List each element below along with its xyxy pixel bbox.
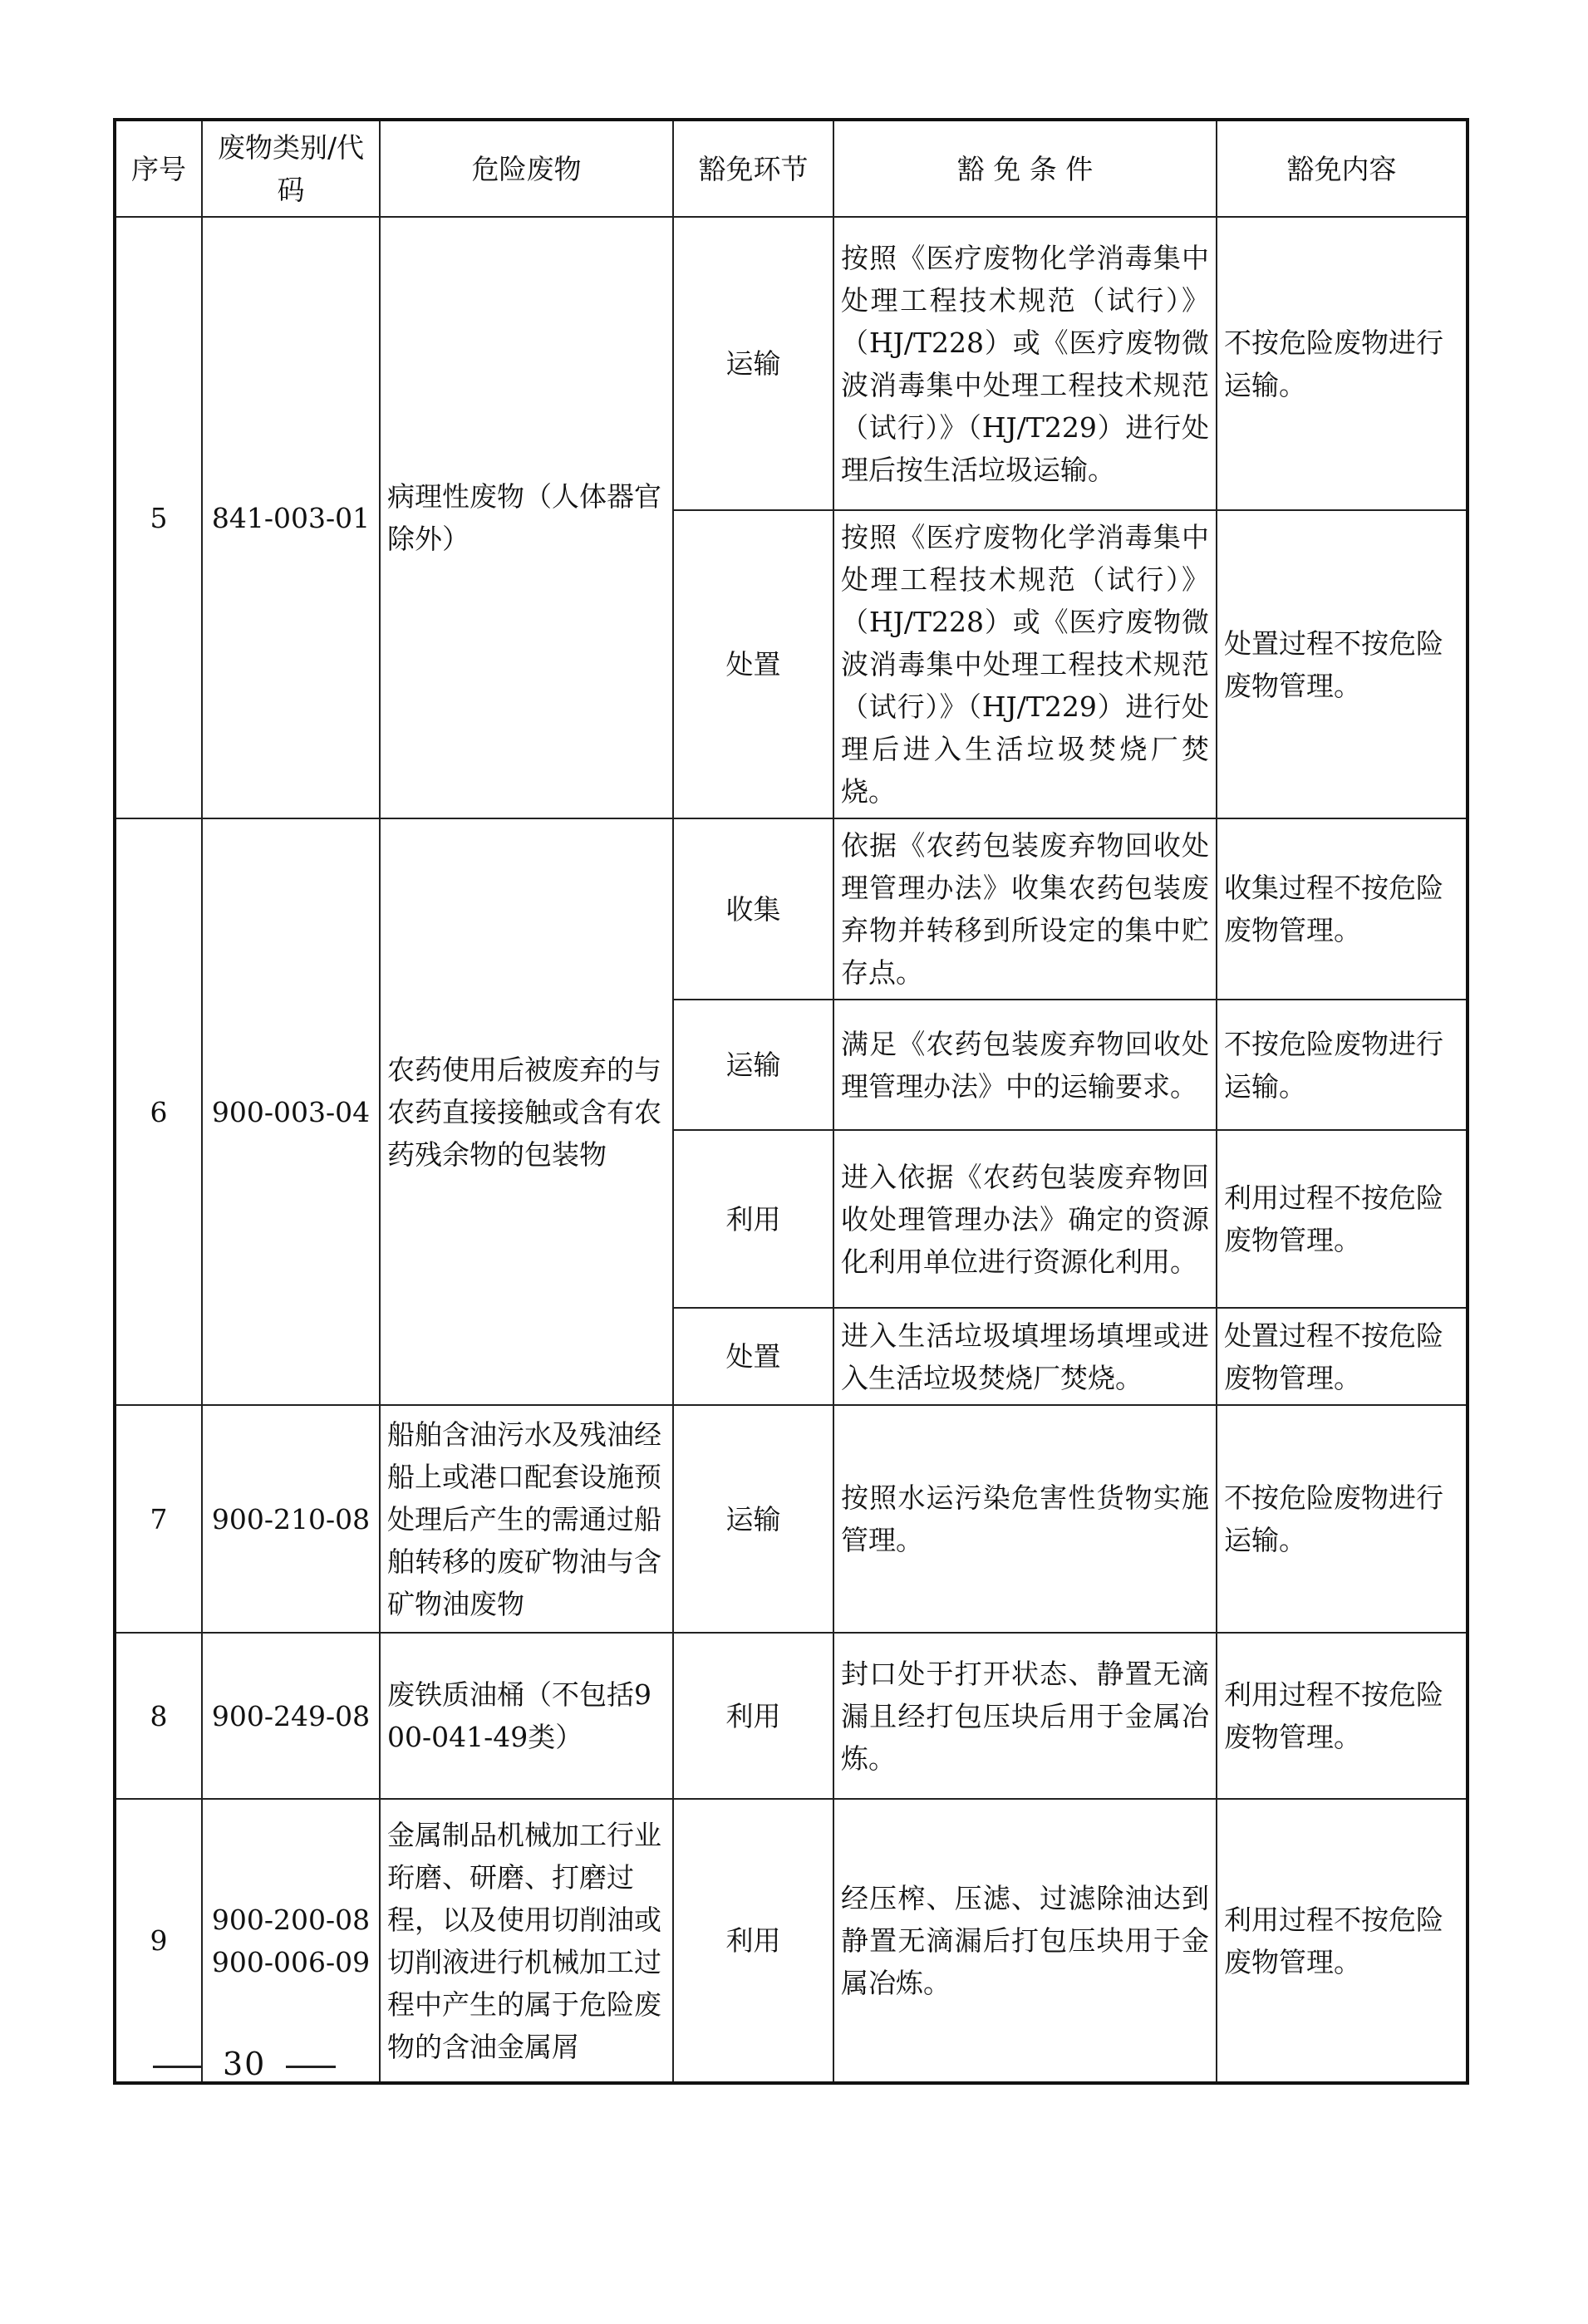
row-content: 利用过程不按危险废物管理。: [1217, 1130, 1468, 1308]
row-code: [202, 1799, 380, 2083]
header-content: 豁免内容: [1217, 120, 1468, 217]
table-row: [115, 1405, 1468, 1633]
row-waste: 金属制品机械加工行业珩磨、研磨、打磨过程，以及使用切削油或切削液进行机械加工过程中产生的属于危险废物的含油金属屑: [380, 1799, 673, 2083]
row-condition: 满足《农药包装废弃物回收处理管理办法》中的运输要求。: [833, 1000, 1217, 1130]
row-stage: 运输: [673, 1000, 833, 1130]
row-waste: 船舶含油污水及残油经船上或港口配套设施预处理后产生的需通过船舶转移的废矿物油与含矿物油废物: [380, 1405, 673, 1633]
row-condition: 封口处于打开状态、静置无滴漏且经打包压块后用于金属冶炼。: [833, 1633, 1217, 1799]
table-header-row: [115, 120, 1468, 217]
row-no: 6: [115, 818, 202, 1405]
row-stage: 运输: [673, 1405, 833, 1633]
row-condition: 进入生活垃圾填埋场填埋或进入生活垃圾焚烧厂焚烧。: [833, 1308, 1217, 1405]
header-condition: 豁 免 条 件: [833, 120, 1217, 217]
row-stage: 利用: [673, 1633, 833, 1799]
row-stage: 利用: [673, 1799, 833, 2083]
table-row: [115, 217, 1468, 510]
row-no: 9: [115, 1799, 202, 2083]
row-waste: 农药使用后被废弃的与农药直接接触或含有农药残余物的包装物: [380, 818, 673, 1405]
row-stage: 运输: [673, 217, 833, 510]
row-content: 不按危险废物进行运输。: [1217, 1405, 1468, 1633]
row-content: 利用过程不按危险废物管理。: [1217, 1799, 1468, 2083]
page-number-text: 30: [223, 2046, 267, 2082]
table-row: [115, 1799, 1468, 2083]
row-code: 900-003-04: [202, 818, 380, 1405]
header-stage: 豁免环节: [673, 120, 833, 217]
row-code-line: 900-006-09: [211, 1945, 371, 1978]
row-condition: 进入依据《农药包装废弃物回收处理管理办法》确定的资源化利用单位进行资源化利用。: [833, 1130, 1217, 1308]
row-stage: 处置: [673, 1308, 833, 1405]
page-number: [133, 2046, 356, 2082]
row-condition: 按照水运污染危害性货物实施管理。: [833, 1405, 1217, 1633]
row-waste: 病理性废物（人体器官除外）: [380, 217, 673, 818]
row-no: 8: [115, 1633, 202, 1799]
row-stage: 利用: [673, 1130, 833, 1308]
row-content: 不按危险废物进行运输。: [1217, 1000, 1468, 1130]
header-code: 废物类别/代码: [202, 120, 380, 217]
row-condition: 依据《农药包装废弃物回收处理管理办法》收集农药包装废弃物并转移到所设定的集中贮存点。: [833, 818, 1217, 1000]
table-row: [115, 1633, 1468, 1799]
dash-left: [153, 2066, 203, 2068]
row-content: 处置过程不按危险废物管理。: [1217, 510, 1468, 818]
row-no: 7: [115, 1405, 202, 1633]
row-condition: 经压榨、压滤、过滤除油达到静置无滴漏后打包压块用于金属冶炼。: [833, 1799, 1217, 2083]
header-waste: 危险废物: [380, 120, 673, 217]
table-row: [115, 818, 1468, 1000]
row-stage: 收集: [673, 818, 833, 1000]
row-code-line: 900-200-08: [211, 1903, 371, 1936]
row-stage: 处置: [673, 510, 833, 818]
dash-right: [286, 2066, 336, 2068]
exemption-table: [113, 118, 1469, 2085]
row-condition: 按照《医疗废物化学消毒集中处理工程技术规范（试行）》（HJ/T228）或《医疗废物微波消毒集中处理工程技术规范（试行）》（HJ/T229）进行处理后进入生活垃圾焚烧厂焚烧。: [833, 510, 1217, 818]
row-content: 收集过程不按危险废物管理。: [1217, 818, 1468, 1000]
row-no: 5: [115, 217, 202, 818]
row-content: 处置过程不按危险废物管理。: [1217, 1308, 1468, 1405]
header-no: 序号: [115, 120, 202, 217]
row-code: 841-003-01: [202, 217, 380, 818]
row-code: 900-210-08: [202, 1405, 380, 1633]
row-condition: 按照《医疗废物化学消毒集中处理工程技术规范（试行）》（HJ/T228）或《医疗废物微波消毒集中处理工程技术规范（试行）》（HJ/T229）进行处理后按生活垃圾运输。: [833, 217, 1217, 510]
row-content: 不按危险废物进行运输。: [1217, 217, 1468, 510]
row-content: 利用过程不按危险废物管理。: [1217, 1633, 1468, 1799]
row-waste: 废铁质油桶（不包括900-041-49类）: [380, 1633, 673, 1799]
row-code: 900-249-08: [202, 1633, 380, 1799]
